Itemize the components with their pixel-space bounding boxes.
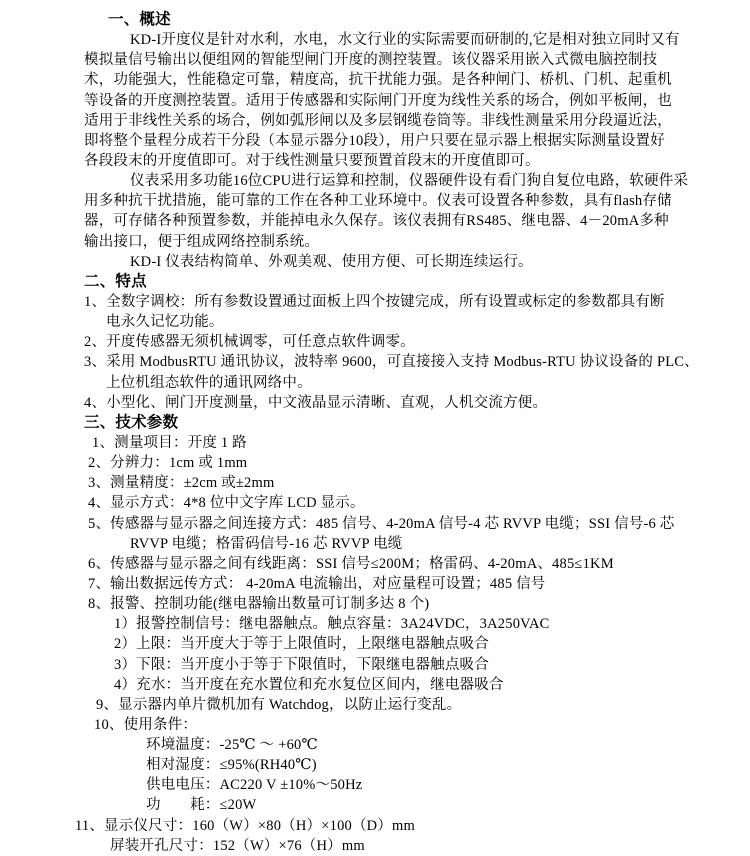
overview-paragraph-line: 即将整个量程分成若干分段（本显示器分10段），用户只要在显示器上根据实际测量设置好 <box>84 132 665 149</box>
feature-item-wrap: 电永久记忆功能。 <box>106 314 224 331</box>
tech-param-item: 10、使用条件： <box>94 716 198 733</box>
tech-param-item: 8、报警、控制功能(继电器输出数量可订制多达 8 个) <box>88 596 430 613</box>
overview-paragraph-line: 等设备的开度测控装置。适用于传感器和实际闸门开度为线性关系的场合，例如平板闸，也 <box>84 92 672 109</box>
usage-condition-line: 相对湿度：≤95%(RH40℃) <box>146 757 317 774</box>
overview-paragraph-line: 仪表采用多功能16位CPU进行运算和控制，仪器硬件设有看门狗自复位电路，软硬件采 <box>130 173 689 190</box>
overview-paragraph-line: KD-I开度仪是针对水利，水电，水文行业的实际需要而研制的,它是相对独立同时又有 <box>130 32 680 49</box>
overview-paragraph-line: 器，可存储各种预置参数，并能掉电永久保存。该仪表拥有RS485、继电器、4－20mA多种 <box>84 213 669 230</box>
feature-item: 3、采用 ModbusRTU 通讯协议，波特率 9600，可直接接入支持 Modbus-RTU 协议设备的 PLC、 <box>84 354 699 371</box>
overview-paragraph-line: 输出接口，便于组成网络控制系统。 <box>84 233 320 250</box>
alarm-subitem: 4）充水：当开度在充水置位和充水复位区间内，继电器吸合 <box>114 676 504 693</box>
alarm-subitem: 2）上限：当开度大于等于上限值时，上限继电器触点吸合 <box>114 636 489 653</box>
overview-paragraph-line: 各段段末的开度值即可。对于线性测量只要预置首段末的开度值即可。 <box>84 152 540 169</box>
tech-param-item: 11、显示仪尺寸：160（W）×80（H）×100（D）mm <box>75 817 416 834</box>
tech-param-item: 9、显示器内单片微机加有 Watchdog，以防止运行变乱。 <box>96 696 462 713</box>
feature-item: 1、全数字调校：所有参数设置通过面板上四个按键完成，所有设置或标定的参数都具有断 <box>84 293 665 310</box>
feature-item: 2、开度传感器无须机械调零，可任意点软件调零。 <box>84 334 415 351</box>
feature-item: 4、小型化、闸门开度测量，中文液晶显示清晰、直观，人机交流方便。 <box>84 394 548 411</box>
usage-condition-line: 供电电压：AC220 V ±10%～50Hz <box>146 777 363 794</box>
tech-param-item: 5、传感器与显示器之间连接方式：485 信号、4-20mA 信号-4 芯 RVVP 电缆；SSI 信号-6 芯 <box>88 515 675 532</box>
tech-param-item: 3、测量精度：±2cm 或±2mm <box>88 475 275 492</box>
overview-paragraph-line: 术，功能强大，性能稳定可靠，精度高，抗干扰能力强。是各种闸门、桥机、门机、起重机 <box>84 72 672 89</box>
tech-param-item-wrap: RVVP 电缆；格雷码信号-16 芯 RVVP 电缆 <box>130 535 403 552</box>
section-heading-overview: 一、概述 <box>108 11 171 28</box>
overview-paragraph-line: 适用于非线性关系的场合，例如弧形闸以及多层钢缆卷筒等。非线性测量采用分段逼近法， <box>84 112 672 129</box>
overview-paragraph-line: KD-I 仪表结构简单、外观美观、使用方便、可长期连续运行。 <box>130 253 533 270</box>
tech-param-item-wrap: 屏装开孔尺寸：152（W）×76（H）mm <box>110 837 365 854</box>
section-heading-tech-params: 三、技术参数 <box>84 413 179 431</box>
tech-param-item: 4、显示方式：4*8 位中文字库 LCD 显示。 <box>88 495 365 512</box>
usage-condition-line: 环境温度：-25℃ ～ +60℃ <box>146 737 318 754</box>
alarm-subitem: 3）下限：当开度小于等于下限值时，下限继电器触点吸合 <box>114 656 489 673</box>
tech-param-item: 1、测量项目：开度 1 路 <box>92 434 247 451</box>
tech-param-item: 2、分辨力：1cm 或 1mm <box>88 455 248 472</box>
feature-item-wrap: 上位机组态软件的通讯网络中。 <box>106 374 312 391</box>
usage-condition-line: 功 耗：≤20W <box>146 797 257 814</box>
overview-paragraph-line: 用多种抗干扰措施，能可靠的工作在各种工业环境中。仪表可设置各种参数，具有flash存储 <box>84 193 672 210</box>
section-heading-features: 二、特点 <box>84 272 147 290</box>
tech-param-item: 6、传感器与显示器之间有线距离：SSI 信号≤200M；格雷码、4-20mA、485≤1KM <box>88 555 614 572</box>
tech-param-item: 7、输出数据远传方式： 4-20mA 电流输出，对应量程可设置；485 信号 <box>88 575 546 592</box>
overview-paragraph-line: 模拟量信号输出以便组网的智能型闸门开度的测控装置。该仪器采用嵌入式微电脑控制技 <box>84 52 658 69</box>
alarm-subitem: 1）报警控制信号：继电器触点。触点容量：3A24VDC，3A250VAC <box>114 616 550 633</box>
